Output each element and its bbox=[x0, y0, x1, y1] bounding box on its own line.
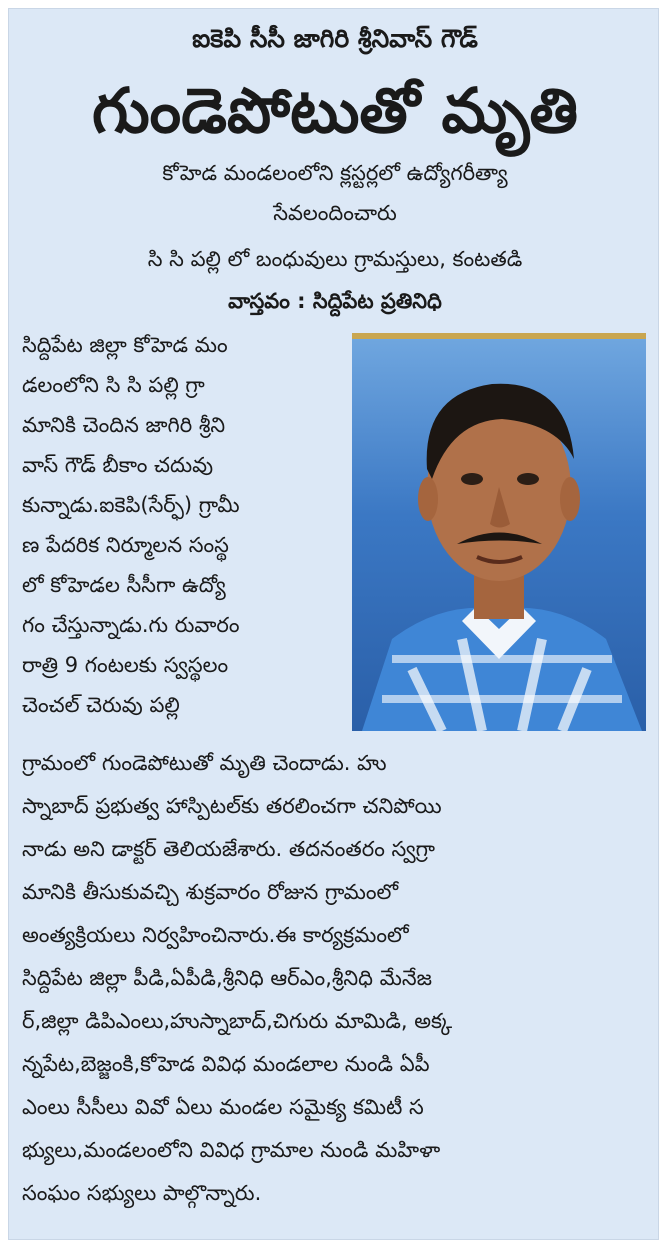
body-line-6: ణ పేదరిక నిర్మూలన సంస్థ bbox=[22, 533, 229, 557]
subhead-line-3: సి సి పల్లి లో బంధువులు గ్రామస్తులు, కంటతడి bbox=[147, 247, 523, 271]
body-line-20: భ్యులు,మండలంలోని వివిధ గ్రామాల నుండి మహిళా bbox=[22, 1138, 441, 1162]
body-line-3: మానికి చెందిన జాగిరి శ్రీని bbox=[22, 413, 226, 437]
body-line-10: చెంచల్ చెరువు పల్లి bbox=[22, 693, 180, 717]
body-line-5: కున్నాడు.ఐకెపి(సేర్ఫ్) గ్రామీ bbox=[22, 493, 240, 517]
subhead-line-2: సేవలందించారు bbox=[273, 201, 397, 225]
body-line-21: సంఘం సభ్యులు పాల్గొన్నారు. bbox=[22, 1181, 262, 1205]
body-line-7: లో కోహెడల సీసీగా ఉద్యో bbox=[22, 573, 226, 597]
body-line-16: సిద్దిపేట జిల్లా పీడి,ఏపీడి,శ్రీనిధి ఆర్ఎం,శ్రీనిధి మేనేజ bbox=[22, 966, 432, 990]
body-line-14: మానికి తీసుకువచ్చి శుక్రవారం రోజున గ్రామంలో bbox=[22, 880, 399, 904]
portrait-illustration bbox=[352, 339, 646, 731]
body-line-12: స్నాబాద్ ప్రభుత్వ హాస్పిటల్‌కు తరలించగా చనిపోయి bbox=[22, 794, 442, 818]
body-line-9: రాత్రి 9 గంటలకు స్వస్థలం bbox=[22, 653, 229, 677]
body-line-18: న్నపేట,బెజ్జంకి,కోహెడ వివిధ మండలాల నుండి ఏపీ bbox=[22, 1052, 430, 1076]
subhead-line-1: కోహెడ మండలంలోని క్లస్టర్లలో ఉద్యోగరీత్యా bbox=[162, 161, 508, 185]
body-line-2: డలంలోని సి సి పల్లి గ్రా bbox=[22, 373, 205, 397]
article-kicker: ఐకెపి సీసీ జాగిరి శ్రీనివాస్ గౌడ్ bbox=[192, 24, 478, 53]
body-line-8: గం చేస్తున్నాడు.గు రువారం bbox=[22, 613, 240, 637]
portrait-photo bbox=[352, 333, 646, 731]
body-line-4: వాస్ గౌడ్ బీకాం చదువు bbox=[22, 453, 214, 477]
dateline: వాస్తవం : సిద్దిపేట ప్రతినిధి bbox=[228, 289, 442, 313]
body-line-17: ర్,జిల్లా డిపిఎంలు,హుస్నాబాద్,చిగురు మామిడి, అక్క bbox=[22, 1009, 453, 1033]
body-line-19: ఎంలు సీసీలు వివో ఏలు మండల సమైక్య కమిటీ స bbox=[22, 1095, 424, 1119]
body-line-11: గ్రామంలో గుండెపోటుతో మృతి చెందాడు. హు bbox=[22, 751, 387, 775]
body-line-13: నాడు అని డాక్టర్ తెలియజేశారు. తదనంతరం స్వగ్రా bbox=[22, 837, 435, 861]
body-line-15: అంత్యక్రియలు నిర్వహించినారు.ఈ కార్యక్రమంలో bbox=[22, 923, 409, 947]
body-line-1: సిద్దిపేట జిల్లా కోహెడ మం bbox=[22, 333, 228, 357]
article-headline: గుండెపోటుతో మృతి bbox=[92, 74, 578, 147]
